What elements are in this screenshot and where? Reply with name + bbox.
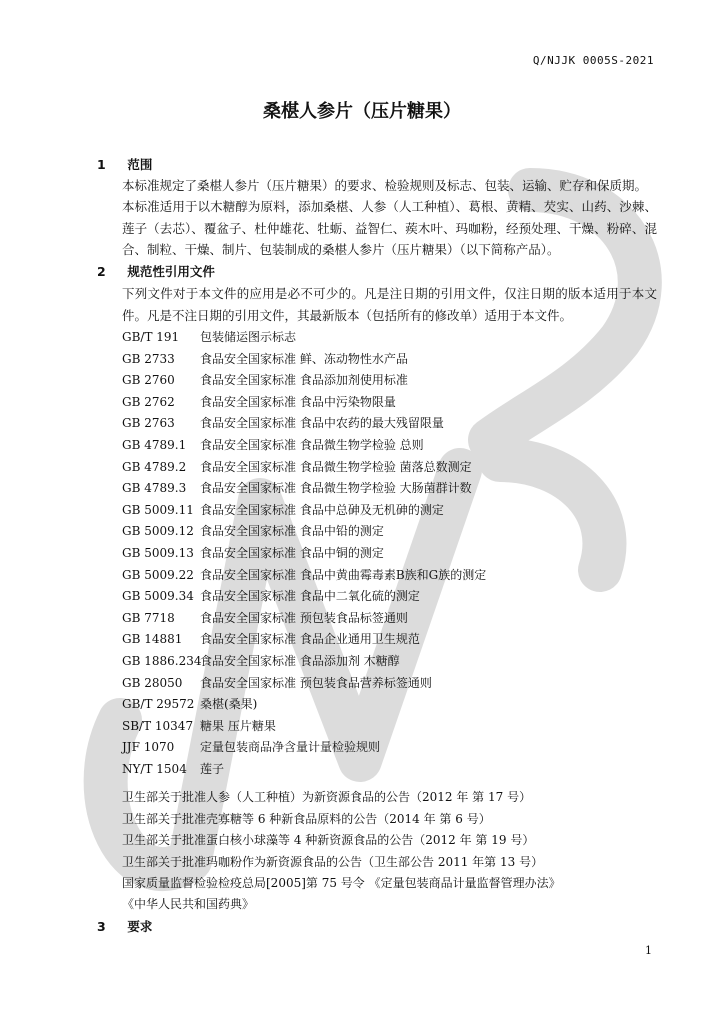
reference-title: 食品安全国家标准 食品中铅的测定 — [200, 524, 384, 539]
notice-item: 卫生部关于批准人参（人工种植）为新资源食品的公告（2012 年 第 17 号） — [122, 790, 532, 804]
reference-title: 食品安全国家标准 食品企业通用卫生规范 — [200, 632, 420, 647]
references-intro: 下列文件对于本文件的应用是必不可少的。凡是注日期的引用文件，仅注日期的版本适用于本文件。凡是不注日期的引用文件，其最新版本（包括所有的修改单）适用于本文件。 — [122, 286, 657, 323]
reference-item — [122, 674, 662, 696]
reference-title: 定量包装商品净含量计量检验规则 — [200, 740, 381, 755]
reference-code: GB/T 29572 — [122, 697, 195, 712]
reference-code: GB/T 191 — [122, 330, 180, 344]
reference-title: 糖果 压片糖果 — [200, 718, 276, 733]
reference-code: GB 1886.234 — [122, 653, 202, 668]
reference-title: 食品安全国家标准 预包装食品营养标签通则 — [200, 675, 432, 690]
page-number: 1 — [645, 944, 652, 957]
reference-title: 食品安全国家标准 食品添加剂使用标准 — [200, 373, 408, 388]
reference-item — [122, 587, 662, 609]
reference-item — [122, 760, 662, 782]
reference-item — [122, 544, 662, 566]
reference-item — [122, 436, 662, 458]
scope-paragraph-2: 本标准适用于以木糖醇为原料，添加桑椹、人参（人工种植）、葛根、黄精、芡实、山药、沙棘、莲子（去芯）、覆盆子、杜仲雄花、牡蛎、益智仁、蒺木叶、玛咖粉，经预处理、干燥、粉碎、混合、制粒、干燥、制片、包装制成的桑椹人参片（压片糖果）（以下简称产品）。 — [122, 199, 657, 257]
reference-title: 食品安全国家标准 食品添加剂 木糖醇 — [200, 653, 400, 668]
section-number: 1 — [97, 157, 106, 172]
reference-code: SB/T 10347 — [122, 718, 194, 733]
notice-list — [122, 788, 662, 896]
reference-code: GB 5009.11 — [122, 502, 194, 517]
reference-title: 食品安全国家标准 食品中黄曲霉毒素B族和G族的测定 — [200, 567, 487, 582]
pharmacopoeia-reference: 《中华人民共和国药典》 — [122, 897, 255, 911]
reference-list — [122, 328, 662, 781]
reference-item — [122, 501, 662, 523]
section-3-heading — [97, 917, 152, 935]
reference-item — [122, 738, 662, 760]
reference-code: GB 5009.34 — [122, 589, 194, 604]
reference-item — [122, 717, 662, 739]
reference-code: GB 2762 — [122, 394, 175, 409]
reference-title: 桑椹(桑果) — [200, 697, 258, 712]
reference-code: GB 4789.2 — [122, 459, 187, 474]
standard-code: Q/NJJK 0005S-2021 — [532, 54, 654, 67]
section-number: 3 — [97, 919, 106, 934]
section-1-heading — [97, 155, 152, 173]
reference-item — [122, 393, 662, 415]
reference-item — [122, 350, 662, 372]
reference-item — [122, 458, 662, 480]
reference-item — [122, 695, 662, 717]
reference-item — [122, 609, 662, 631]
reference-title: 食品安全国家标准 食品中农药的最大残留限量 — [200, 416, 444, 431]
reference-code: GB 14881 — [122, 632, 183, 647]
reference-code: GB 2733 — [122, 351, 175, 366]
notice-item: 国家质量监督检验检疫总局[2005]第 75 号令 《定量包装商品计量监督管理办法》 — [122, 876, 561, 891]
scope-paragraph-1: 本标准规定了桑椹人参片（压片糖果）的要求、检验规则及标志、包装、运输、贮存和保质期。 — [122, 178, 648, 193]
reference-code: GB 5009.12 — [122, 524, 194, 539]
notice-item: 卫生部关于批准蛋白核小球藻等 4 种新资源食品的公告（2012 年 第 19 号） — [122, 833, 535, 848]
reference-item — [122, 566, 662, 588]
reference-title: 食品安全国家标准 食品中污染物限量 — [200, 394, 396, 409]
reference-code: GB 5009.22 — [122, 567, 194, 582]
reference-code: GB 28050 — [122, 675, 183, 690]
reference-title: 食品安全国家标准 预包装食品标签通则 — [200, 610, 408, 625]
reference-item — [122, 652, 662, 674]
reference-code: GB 4789.3 — [122, 481, 187, 496]
reference-code: JJF 1070 — [122, 740, 175, 755]
reference-code: GB 5009.13 — [122, 545, 194, 560]
reference-title: 食品安全国家标准 食品微生物学检验 总则 — [200, 437, 424, 452]
notice-item: 卫生部关于批准玛咖粉作为新资源食品的公告（卫生部公告 2011 年第 13 号） — [122, 854, 544, 869]
reference-title: 食品安全国家标准 食品中总砷及无机砷的测定 — [200, 502, 444, 517]
reference-code: NY/T 1504 — [122, 761, 187, 776]
reference-code: GB 4789.1 — [122, 437, 187, 452]
reference-item — [122, 414, 662, 436]
reference-title: 食品安全国家标准 食品微生物学检验 大肠菌群计数 — [200, 481, 472, 496]
reference-item — [122, 371, 662, 393]
reference-title: 食品安全国家标准 鲜、冻动物性水产品 — [200, 351, 408, 366]
section-title: 范围 — [127, 157, 153, 172]
reference-item — [122, 630, 662, 652]
reference-title: 包装储运图示标志 — [200, 330, 297, 344]
reference-title: 食品安全国家标准 食品微生物学检验 菌落总数测定 — [200, 459, 472, 474]
reference-code: GB 2763 — [122, 416, 175, 431]
reference-code: GB 2760 — [122, 373, 175, 388]
notice-item: 卫生部关于批准壳寡糖等 6 种新食品原料的公告（2014 年 第 6 号） — [122, 811, 491, 826]
reference-item — [122, 328, 662, 350]
section-title: 规范性引用文件 — [127, 264, 215, 279]
reference-item — [122, 479, 662, 501]
reference-item — [122, 522, 662, 544]
section-number: 2 — [97, 264, 106, 279]
reference-title: 食品安全国家标准 食品中二氧化硫的测定 — [200, 589, 420, 604]
reference-title: 莲子 — [200, 761, 225, 776]
reference-title: 食品安全国家标准 食品中铜的测定 — [200, 545, 384, 560]
section-2-heading — [97, 262, 215, 280]
document-title: 桑椹人参片（压片糖果） — [263, 101, 461, 122]
section-title: 要求 — [127, 919, 153, 934]
reference-code: GB 7718 — [122, 610, 175, 625]
